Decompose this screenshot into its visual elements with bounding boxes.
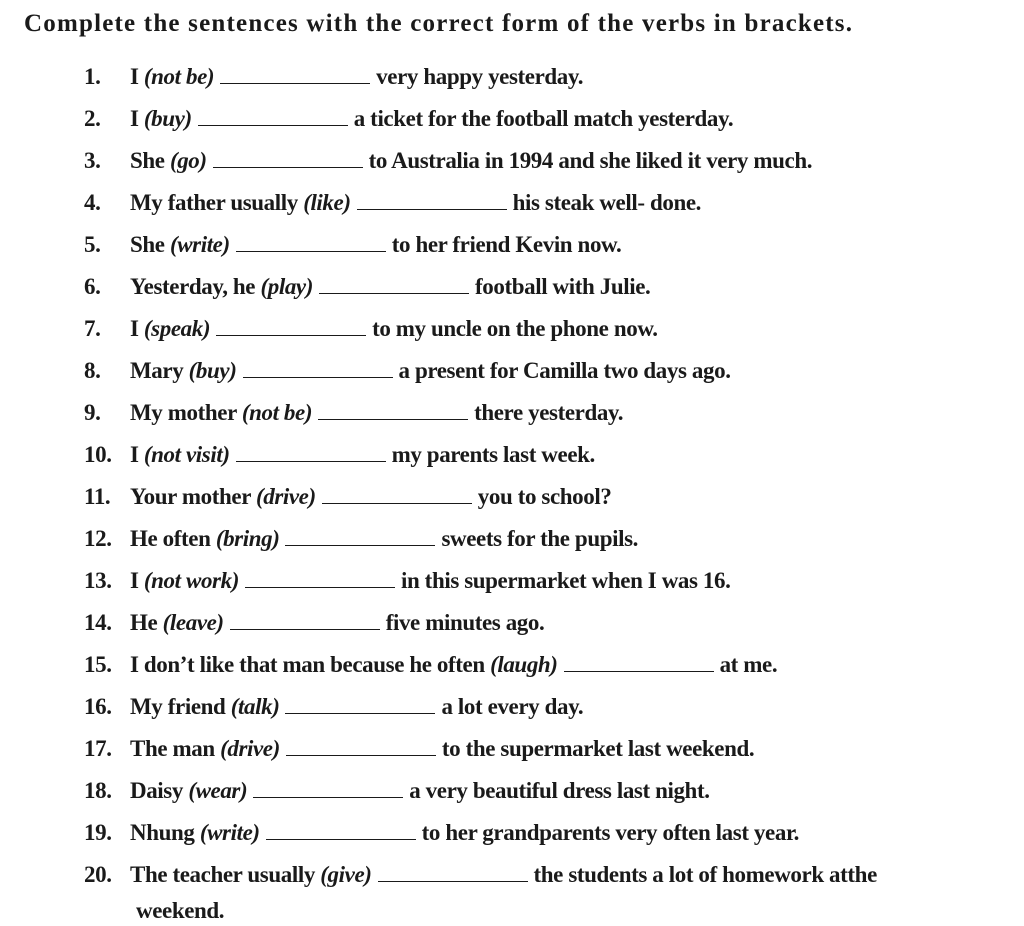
sentence-start: He: [130, 610, 163, 635]
exercise-item: [84, 182, 1004, 224]
sentence-end: football with Julie.: [475, 274, 651, 299]
item-number: 12.: [84, 526, 112, 551]
verb-in-brackets: (bring): [215, 526, 280, 551]
item-number: 2.: [84, 106, 101, 131]
answer-blank[interactable]: [198, 105, 348, 126]
item-number: 11.: [84, 484, 111, 509]
exercise-item: [84, 812, 1004, 854]
exercise-item: [84, 686, 1004, 728]
exercise-item: [84, 224, 1004, 266]
item-number: 20.: [84, 862, 112, 887]
sentence-start: Yesterday, he: [130, 274, 261, 299]
exercise-item: [84, 140, 1004, 182]
verb-in-brackets: (laugh): [490, 652, 558, 677]
sentence-end: sweets for the pupils.: [441, 526, 638, 551]
verb-in-brackets: (not be): [143, 64, 215, 89]
exercise-item: [84, 854, 1004, 896]
sentence-end: a ticket for the football match yesterday.: [353, 106, 734, 131]
exercise-item: [84, 602, 1004, 644]
answer-blank[interactable]: [564, 651, 714, 672]
sentence-end: to my uncle on the phone now.: [372, 316, 658, 341]
item-number: 18.: [84, 778, 112, 803]
item-number: 14.: [84, 610, 112, 635]
verb-in-brackets: (buy): [188, 358, 237, 383]
item-number: 10.: [84, 442, 112, 467]
verb-in-brackets: (wear): [188, 778, 248, 803]
sentence-start: My father usually: [130, 190, 304, 215]
sentence-start: He often: [130, 526, 216, 551]
sentence-start: I don’t like that man because he often: [130, 652, 491, 677]
sentence-end: a very beautiful dress last night.: [409, 778, 710, 803]
exercise-item: [84, 392, 1004, 434]
verb-in-brackets: (speak): [143, 316, 211, 341]
verb-in-brackets: (not work): [143, 568, 239, 593]
answer-blank[interactable]: [318, 399, 468, 420]
item-number: 9.: [84, 400, 101, 425]
sentence-end: you to school?: [477, 484, 612, 509]
sentence-end: to her friend Kevin now.: [391, 232, 622, 257]
answer-blank[interactable]: [236, 441, 386, 462]
answer-blank[interactable]: [378, 861, 528, 882]
verb-in-brackets: (talk): [230, 694, 280, 719]
sentence-start: Mary: [130, 358, 189, 383]
exercise-item: [84, 308, 1004, 350]
exercise-item: [84, 518, 1004, 560]
answer-blank[interactable]: [285, 693, 435, 714]
sentence-end: my parents last week.: [391, 442, 595, 467]
verb-in-brackets: (leave): [162, 610, 224, 635]
answer-blank[interactable]: [285, 525, 435, 546]
verb-in-brackets: (like): [303, 190, 351, 215]
answer-blank[interactable]: [253, 777, 403, 798]
sentence-start: My mother: [130, 400, 242, 425]
answer-blank[interactable]: [319, 273, 469, 294]
verb-in-brackets: (drive): [255, 484, 316, 509]
item-number: 3.: [84, 148, 101, 173]
item-number: 19.: [84, 820, 112, 845]
item-number: 5.: [84, 232, 101, 257]
sentence-start: I: [130, 442, 144, 467]
exercise-item: [84, 98, 1004, 140]
verb-in-brackets: (give): [320, 862, 372, 887]
sentence-end: in this supermarket when I was 16.: [400, 568, 731, 593]
verb-in-brackets: (play): [260, 274, 313, 299]
exercise-item: [84, 770, 1004, 812]
item-number: 1.: [84, 64, 101, 89]
exercise-item: [84, 728, 1004, 770]
answer-blank[interactable]: [286, 735, 436, 756]
exercise-item: [84, 266, 1004, 308]
sentence-start: I: [130, 316, 144, 341]
sentence-end: his steak well- done.: [512, 190, 702, 215]
item-number: 17.: [84, 736, 112, 761]
sentence-start: Nhung: [130, 820, 200, 845]
sentence-start: I: [130, 568, 144, 593]
sentence-start: She: [130, 232, 170, 257]
sentence-start: Daisy: [130, 778, 189, 803]
sentence-end: to Australia in 1994 and she liked it very much.: [368, 148, 813, 173]
verb-in-brackets: (write): [169, 232, 230, 257]
sentence-end: there yesterday.: [474, 400, 624, 425]
sentence-start: The man: [130, 736, 221, 761]
verb-in-brackets: (drive): [220, 736, 280, 761]
item-number: 7.: [84, 316, 101, 341]
sentence-start: I: [130, 64, 144, 89]
exercise-item: [84, 560, 1004, 602]
answer-blank[interactable]: [245, 567, 395, 588]
sentence-start: Your mother: [130, 484, 256, 509]
item-number: 16.: [84, 694, 112, 719]
sentence-start: My friend: [130, 694, 231, 719]
answer-blank[interactable]: [243, 357, 393, 378]
sentence-end: a present for Camilla two days ago.: [398, 358, 731, 383]
verb-in-brackets: (go): [169, 148, 207, 173]
sentence-start: I: [130, 106, 144, 131]
answer-blank[interactable]: [322, 483, 472, 504]
sentence-end: at me.: [719, 652, 778, 677]
exercise-item: [84, 644, 1004, 686]
verb-in-brackets: (buy): [143, 106, 192, 131]
exercise-list: [84, 56, 1004, 926]
sentence-end: five minutes ago.: [385, 610, 545, 635]
sentence-end: a lot every day.: [441, 694, 584, 719]
answer-blank[interactable]: [213, 147, 363, 168]
item-number: 8.: [84, 358, 101, 383]
answer-blank[interactable]: [220, 63, 370, 84]
sentence-start: She: [130, 148, 170, 173]
answer-blank[interactable]: [266, 819, 416, 840]
exercise-item: [84, 350, 1004, 392]
answer-blank[interactable]: [357, 189, 507, 210]
sentence-start: The teacher usually: [130, 862, 321, 887]
verb-in-brackets: (write): [199, 820, 260, 845]
item-number: 6.: [84, 274, 101, 299]
verb-in-brackets: (not be): [241, 400, 313, 425]
exercise-item: [84, 434, 1004, 476]
item-number: 13.: [84, 568, 112, 593]
sentence-end: the students a lot of homework atthe: [533, 862, 877, 887]
sentence-end: to the supermarket last weekend.: [441, 736, 755, 761]
answer-blank[interactable]: [236, 231, 386, 252]
item-20-continuation: weekend.: [136, 898, 225, 923]
sentence-end: very happy yesterday.: [376, 64, 584, 89]
sentence-end: to her grandparents very often last year.: [421, 820, 799, 845]
verb-in-brackets: (not visit): [143, 442, 230, 467]
exercise-instructions: Complete the sentences with the correct form of the verbs in brackets.: [24, 10, 854, 37]
exercise-item: [84, 476, 1004, 518]
item-number: 4.: [84, 190, 101, 215]
answer-blank[interactable]: [230, 609, 380, 630]
item-number: 15.: [84, 652, 112, 677]
exercise-item: [84, 56, 1004, 98]
answer-blank[interactable]: [216, 315, 366, 336]
